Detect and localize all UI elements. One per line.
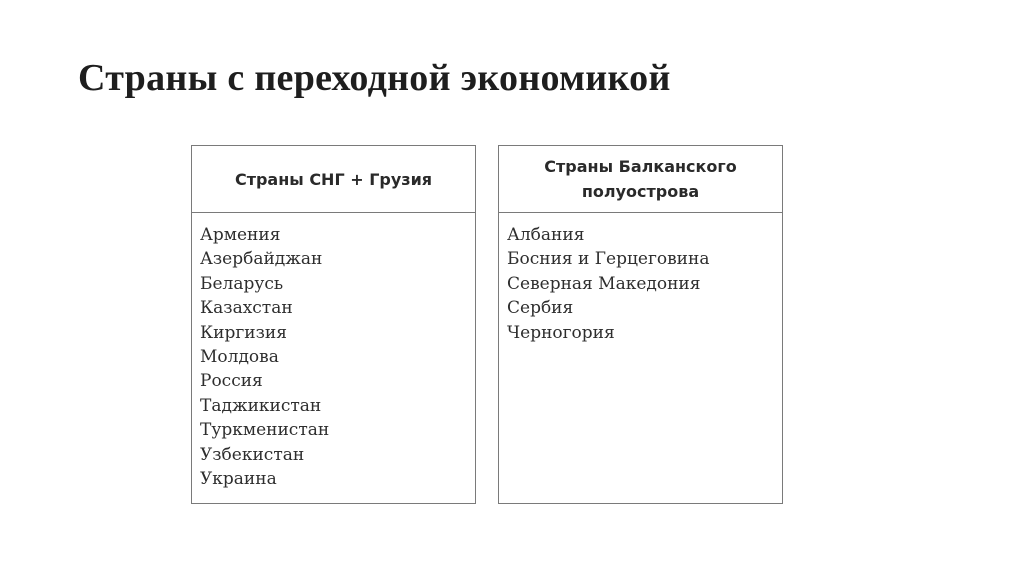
cis-countries-header: Страны СНГ + Грузия — [192, 146, 475, 213]
balkan-countries-header: Страны Балканского полуострова — [499, 146, 782, 213]
list-item: Армения — [200, 225, 281, 245]
list-item: Туркменистан — [200, 420, 330, 441]
balkan-countries-box — [498, 145, 783, 504]
list-item: Киргизия — [200, 322, 287, 343]
cis-countries-box — [191, 145, 476, 504]
list-item: Молдова — [200, 347, 279, 368]
list-item: Албания — [507, 225, 585, 245]
list-item: Украина — [200, 469, 277, 490]
list-item: Казахстан — [200, 298, 293, 319]
balkan-countries-list — [499, 213, 782, 345]
list-item: Босния и Герцеговина — [507, 249, 710, 270]
list-item: Азербайджан — [200, 249, 323, 270]
list-item: Узбекистан — [200, 444, 305, 465]
cis-countries-list — [192, 213, 475, 491]
page-title: Страны с переходной экономикой — [78, 57, 671, 99]
list-item: Россия — [200, 371, 263, 392]
list-item: Беларусь — [200, 273, 284, 294]
list-item: Сербия — [507, 298, 574, 319]
list-item: Северная Македония — [507, 273, 701, 294]
list-item: Черногория — [507, 322, 615, 343]
list-item: Таджикистан — [200, 395, 322, 416]
